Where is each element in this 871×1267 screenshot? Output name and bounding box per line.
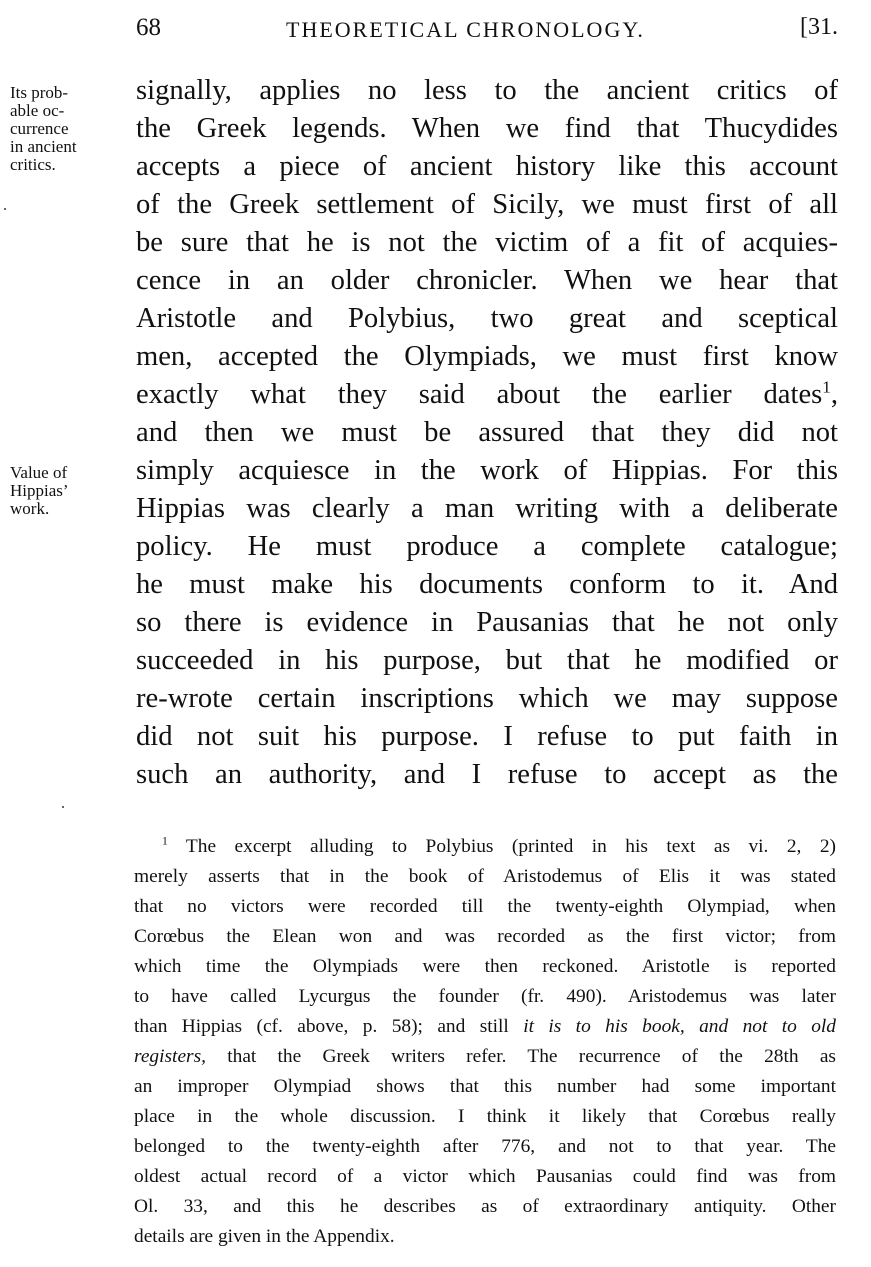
text-fragment: exactly what they said about the earlier dates bbox=[136, 379, 823, 410]
text-line: be sure that he is not the victim of a fit of acquies- bbox=[136, 227, 838, 258]
margin-note-line: Hippias’ bbox=[10, 481, 69, 500]
margin-note-line: able oc- bbox=[10, 101, 65, 120]
text-line: the Greek legends. When we find that Thucydides bbox=[136, 113, 838, 144]
footnote-text: than Hippias (cf. above, p. 58); and still bbox=[134, 1016, 509, 1037]
text-line: policy. He must produce a complete catalogue; bbox=[136, 531, 838, 562]
footnote-line: that no victors were recorded till the twenty-eighth Olympiad, when bbox=[134, 896, 836, 917]
footnote-line: belonged to the twenty-eighth after 776, and not to that year. The bbox=[134, 1136, 836, 1157]
footnote-line: which time the Olympiads were then reckoned. Aristotle is reported bbox=[134, 956, 836, 977]
margin-note-line: in ancient bbox=[10, 137, 77, 156]
text-line: he must make his documents conform to it. And bbox=[136, 569, 838, 600]
footnote-line bbox=[134, 832, 836, 862]
text-line: succeeded in his purpose, but that he modified or bbox=[136, 645, 838, 676]
margin-note-line: currence bbox=[10, 119, 69, 138]
footnote-marker: 1 bbox=[162, 834, 168, 848]
text-line: men, accepted the Olympiads, we must first know bbox=[136, 341, 838, 372]
text-line: such an authority, and I refuse to accept as the bbox=[136, 759, 838, 790]
text-line: and then we must be assured that they did not bbox=[136, 417, 838, 448]
margin-note-value-of-hippias bbox=[10, 464, 120, 518]
section-number: [31. bbox=[800, 14, 838, 40]
margin-note-probable-occurrence bbox=[10, 84, 120, 174]
footnote-line: merely asserts that in the book of Aristodemus of Elis it was stated bbox=[134, 866, 836, 887]
running-header bbox=[136, 14, 836, 48]
footnote-line: oldest actual record of a victor which Pausanias could find was from bbox=[134, 1166, 836, 1187]
main-text bbox=[136, 72, 838, 794]
margin-note-line: critics. bbox=[10, 155, 56, 174]
text-line: Hippias was clearly a man writing with a deliberate bbox=[136, 493, 838, 524]
footnote-line-with-italic bbox=[134, 1042, 836, 1072]
margin-note-line: work. bbox=[10, 499, 50, 518]
footnote-line: to have called Lycurgus the founder (fr. 490). Aristodemus was later bbox=[134, 986, 836, 1007]
running-title: THEORETICAL CHRONOLOGY. bbox=[286, 17, 645, 42]
text-line: Aristotle and Polybius, two great and sceptical bbox=[136, 303, 838, 334]
footnote-line: details are given in the Appendix. bbox=[134, 1226, 395, 1247]
page-number: 68 bbox=[136, 14, 161, 41]
text-line: cence in an older chronicler. When we hear that bbox=[136, 265, 838, 296]
text-line-with-footnote-ref bbox=[136, 376, 838, 414]
text-line: re-wrote certain inscriptions which we may suppose bbox=[136, 683, 838, 714]
footnote bbox=[134, 832, 836, 1252]
footnote-line: an improper Olympiad shows that this number had some important bbox=[134, 1076, 836, 1097]
margin-note-line: Value of bbox=[10, 463, 68, 482]
footnote-reference[interactable]: 1 bbox=[822, 377, 831, 397]
text-fragment: , bbox=[830, 379, 838, 410]
footnote-line: Corœbus the Elean won and was recorded as the first victor; from bbox=[134, 926, 836, 947]
footnote-line-with-italic bbox=[134, 1012, 836, 1042]
scan-speck bbox=[4, 208, 6, 210]
footnote-line: place in the whole discussion. I think it likely that Corœbus really bbox=[134, 1106, 836, 1127]
footnote-text: The excerpt alluding to Polybius (printed in his text as vi. 2, 2) bbox=[185, 836, 837, 857]
text-line: signally, applies no less to the ancient critics of bbox=[136, 75, 838, 106]
footnote-line: Ol. 33, and this he describes as of extraordinary antiquity. Other bbox=[134, 1196, 836, 1217]
text-line: did not suit his purpose. I refuse to put faith in bbox=[136, 721, 838, 752]
text-line: accepts a piece of ancient history like this account bbox=[136, 151, 838, 182]
footnote-text: that the Greek writers refer. The recurrence of the 28th as bbox=[227, 1046, 836, 1067]
scan-speck bbox=[62, 806, 64, 808]
text-line: simply acquiesce in the work of Hippias. For this bbox=[136, 455, 838, 486]
text-line: of the Greek settlement of Sicily, we must first of all bbox=[136, 189, 838, 220]
margin-note-line: Its prob- bbox=[10, 83, 69, 102]
footnote-italic-text: it is to his book, and not to old bbox=[523, 1016, 836, 1037]
text-line: so there is evidence in Pausanias that he not only bbox=[136, 607, 838, 638]
footnote-italic-text: registers, bbox=[134, 1046, 206, 1067]
